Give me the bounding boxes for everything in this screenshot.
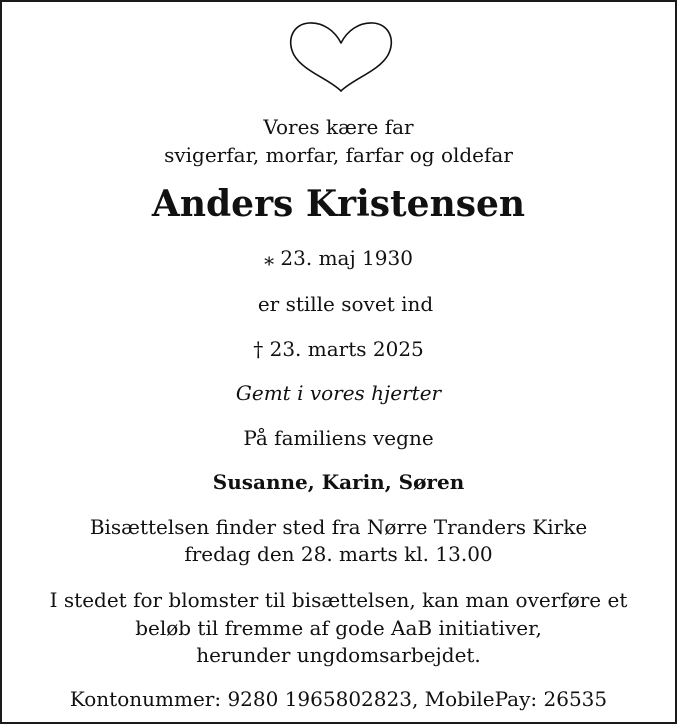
donation-line-3: herunder ungdomsarbejdet. [196, 643, 481, 667]
heart-icon [289, 19, 393, 93]
intro-line-1: Vores kære far [263, 115, 414, 139]
death-date: † 23. marts 2025 [253, 337, 424, 361]
intro-line-2: svigerfar, morfar, farfar og oldefar [164, 143, 513, 167]
deceased-name: Anders Kristensen [151, 183, 526, 225]
account-info: Kontonummer: 9280 1965802823, MobilePay: 26535 [69, 687, 608, 711]
passed-phrase: er stille sovet ind [257, 292, 434, 316]
birth-date: ⁎ 23. maj 1930 [264, 246, 413, 270]
on-behalf-line: På familiens vegne [243, 426, 434, 450]
donation-line-2: beløb til fremme af gode AaB initiativer, [135, 616, 542, 640]
family-names: Susanne, Karin, Søren [212, 470, 465, 494]
remembrance-line: Gemt i vores hjerter [235, 381, 442, 405]
funeral-line-2: fredag den 28. marts kl. 13.00 [184, 542, 493, 566]
funeral-line-1: Bisættelsen finder sted fra Nørre Tranders Kirke [89, 515, 588, 539]
donation-line-1: I stedet for blomster til bisættelsen, kan man overføre et [49, 588, 628, 612]
